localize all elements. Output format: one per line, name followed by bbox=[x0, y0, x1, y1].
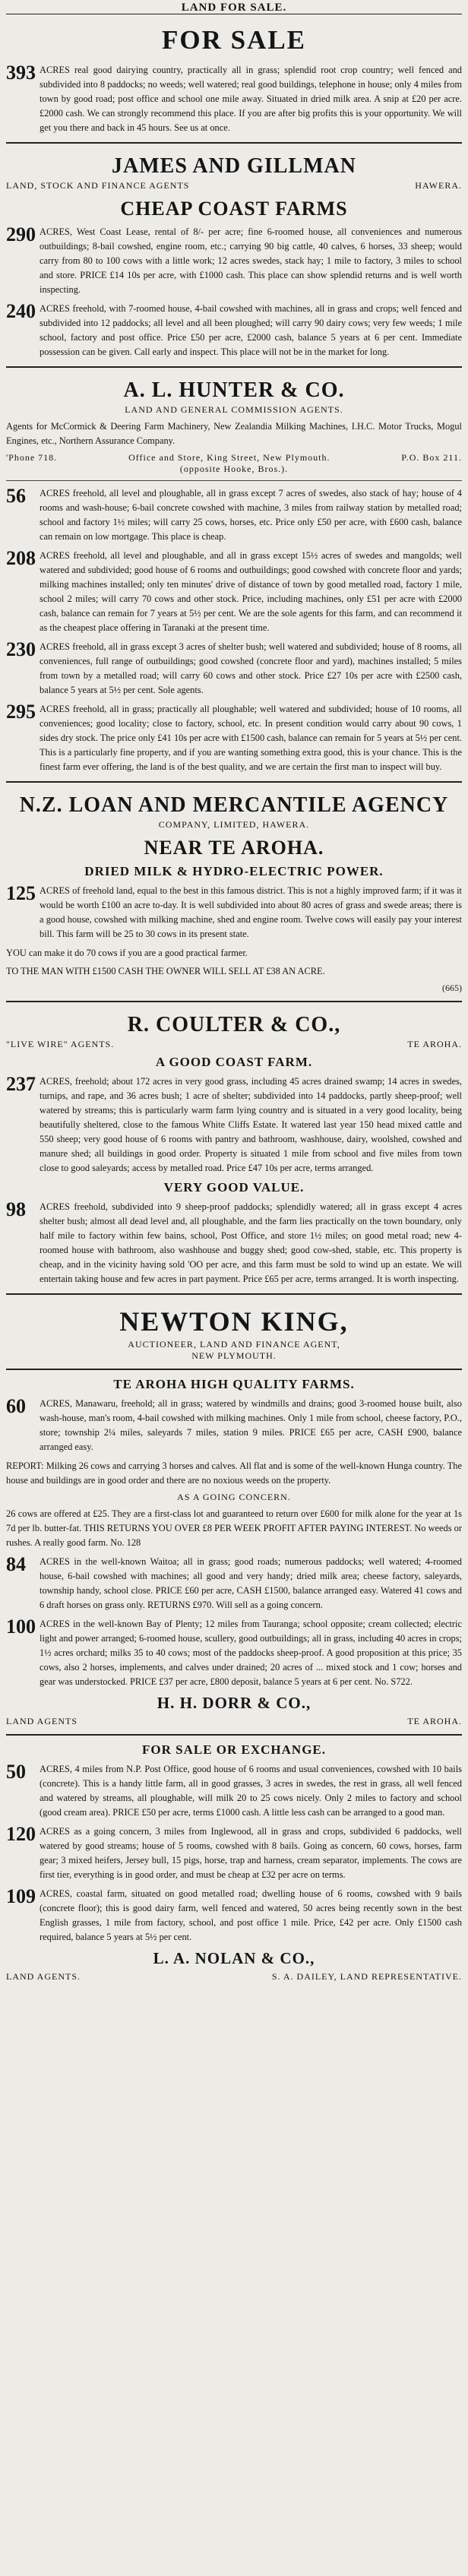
section-heading: A GOOD COAST FARM. bbox=[155, 1055, 313, 1069]
listing-acres: 125 bbox=[6, 882, 36, 904]
listing-acres: 208 bbox=[6, 547, 36, 569]
nz-loan-ad bbox=[6, 793, 462, 994]
listing-report: REPORT: Milking 26 cows and carrying 3 horses and calves. All flat and is some of the well-known Hunga country. The house and buildings are in good order and there are no noxious weeds on the property. bbox=[6, 1460, 462, 1486]
listing bbox=[6, 549, 462, 635]
listing bbox=[6, 63, 462, 135]
firm-location: NEW PLYMOUTH. bbox=[191, 1350, 277, 1361]
listing bbox=[6, 1887, 462, 1945]
listing-acres: 290 bbox=[6, 223, 36, 245]
firm-description: "LIVE WIRE" AGENTS. bbox=[6, 1039, 115, 1049]
office-address: Office and Store, King Street, New Plymouth. bbox=[128, 452, 330, 463]
divider bbox=[6, 1293, 462, 1295]
divider bbox=[6, 142, 462, 144]
listing-acres: 240 bbox=[6, 300, 36, 322]
listing bbox=[6, 225, 462, 297]
listing-text: ACRES freehold, all in grass; practically all ploughable; well watered and subdivided; house of 10 rooms, all conveniences; good locality; close to factory, school, etc. In present condition would carry about 90 cows, 1 sides dry stock. The price only £41 10s per acre with £1500 cash, balance can remain for 5 years at 5½ per cent. This is a particularly fine property, and if you are wanting something extra good, this is your chance. This is the finest farm ever offering, the land is of the best quality, and we are certain the first man to inspect will buy. bbox=[40, 704, 462, 772]
section-heading: VERY GOOD VALUE. bbox=[163, 1180, 305, 1195]
listing bbox=[6, 884, 462, 941]
firm-location: TE AROHA. bbox=[407, 1716, 462, 1726]
listing-text: ACRES, Manawaru, freehold; all in grass; watered by windmills and drains; good 3-roomed house built, also wash-house, man's room, 4-bail cowshed with milking machines. Only 1 mile from school, cheese factory, P.O., store; township 2¼ miles, saleyards 7 miles, station 9 miles. PRICE £65 per acre, CASH £900, balance arranged easy. bbox=[40, 1398, 462, 1452]
firm-location: HAWERA. bbox=[415, 180, 462, 191]
listing-acres: 60 bbox=[6, 1395, 26, 1417]
section-heading: NEAR TE AROHA. bbox=[144, 837, 324, 859]
listing-acres: 230 bbox=[6, 638, 36, 660]
firm-subtitle bbox=[6, 1971, 462, 1983]
james-gillman-ad bbox=[6, 154, 462, 359]
firm-subtitle bbox=[6, 1039, 462, 1050]
divider bbox=[6, 1734, 462, 1736]
listing-text: ACRES in the well-known Bay of Plenty; 12 miles from Tauranga; school opposite; cream collected; electric light and power arranged; 6-roomed house, scullery, good outbuildings; all in grass, including 40 acres in crops; 1½ acres orchard; milks 35 to 40 cows; most of the paddocks sheep-proof. A good proposition at this price; 35 cows, also 2 horses, implements, and calves under drained; 20 acres of ... mixed stock and 1 cow; horses and gear was understocked. PRICE £37 per acre, £800 deposit, balance 5 years at 6 per cent. No. S722. bbox=[40, 1619, 462, 1687]
for-sale-title: FOR SALE bbox=[161, 25, 307, 55]
listing bbox=[6, 1762, 462, 1820]
listing-acres: 295 bbox=[6, 701, 36, 723]
newton-king-ad bbox=[6, 1305, 462, 1362]
firm-description: COMPANY, LIMITED, HAWERA. bbox=[158, 819, 310, 830]
listing-acres: 98 bbox=[6, 1198, 26, 1220]
listing bbox=[6, 1200, 462, 1286]
section-subheading: AS A GOING CONCERN. bbox=[177, 1492, 291, 1502]
firm-name: NEWTON KING, bbox=[119, 1306, 349, 1337]
firm-name: L. A. NOLAN & CO., bbox=[153, 1949, 315, 1967]
phone-number: 'Phone 718. bbox=[6, 452, 58, 463]
firm-description: LAND AGENTS. bbox=[6, 1971, 81, 1982]
listing-offer: TO THE MAN WITH £1500 CASH THE OWNER WILL SELL AT £38 AN ACRE. bbox=[6, 966, 325, 976]
listing-acres: 393 bbox=[6, 62, 36, 84]
listing-text: ACRES of freehold land, equal to the best in this famous district. This is not a highly improved farm; if it was it would be worth £100 an acre to-day. It is well subdivided into about 80 acres of grass and swede areas; there is a good house, cowshed with milking machine, shed and engine room. Twelve cows will easily pay your interest bill. This farm will be 25 to 30 cows in its present state. bbox=[40, 885, 462, 939]
divider bbox=[6, 1369, 462, 1370]
listing-text: ACRES as a going concern, 3 miles from Inglewood, all in grass and crops, subdivided 6 paddocks, well watered by good streams; house of 5 rooms, cowshed with 8 bails. Going as concern, 60 cows, horses, farm gear; 3 mixed heifers, Jersey bull, 15 pigs, horse, trap and harness, cream separator, implements. The cows are first tier, everything is in good order, and must be cheap at £32 per acre on terms. bbox=[40, 1826, 462, 1880]
listing-acres: 50 bbox=[6, 1761, 26, 1783]
listing bbox=[6, 702, 462, 774]
listing-text: ACRES, 4 miles from N.P. Post Office, good house of 6 rooms and usual conveniences, cowshed with 10 bails (concrete). This is a handy little farm, all in good grasses, 3 acres in swedes, the rest in grass, all well fenced and watered by streams, all ploughable, will milk 20 to 25 cows nicely. Only 2 miles to factory and school (good cream area). PRICE £50 per acre, terms £1000 cash. A little less cash can be arranged to a good man. bbox=[40, 1764, 462, 1818]
listing bbox=[6, 1824, 462, 1882]
firm-name: A. L. HUNTER & CO. bbox=[123, 378, 345, 402]
listing-acres: 56 bbox=[6, 485, 26, 507]
listing-acres: 84 bbox=[6, 1553, 26, 1575]
listing-text: ACRES freehold, subdivided into 9 sheep-proof paddocks; splendidly watered; all in grass except 4 acres shelter bush; almost all dead level and, all ploughable, and the farm lies practically on the town boundary, only half mile to factory within few bains, school, Post Office, and store 1½ miles; on good metal road; new 4-roomed house with bathroom, also washhouse and buggy shed; good cow-shed, stable, etc. This property is cheap, and in the vicinity having sold 'OO per acre, and this farm must be sold to wind up an estate. We will entertain taking house and few acres in part payment. Price £65 per acre, terms arranged. It is worth inspecting. bbox=[40, 1201, 462, 1284]
listing-report: 26 cows are offered at £25. They are a first-class lot and guaranteed to return over £600 for milk alone for the year at 1s 7d per lb. butter-fat. THIS RETURNS YOU OVER £8 PER WEEK PROFIT AFTER PAYING INTEREST. No weeds or rushes. A really good farm. No. 128 bbox=[6, 1508, 462, 1548]
dorr-ad bbox=[6, 1377, 462, 1727]
firm-description: LAND AGENTS bbox=[6, 1716, 77, 1726]
listing-text: ACRES, freehold; about 172 acres in very good grass, including 45 acres drained swamp; 14 acres in swedes, turnips, and rape, and 36 acres bush; 1 acre of shelter; subdivided into 14 paddocks, partly sheep-proof; well watered by streams; this is particularly warm farm lying country and is situated in a very good locality, being beautifully sheltered, close to the famous White Cliffs Estate. It watered last year 150 head mixed cattle and 550 sheep; very good house of 6 rooms with pantry and bathroom, washhouse, dairy, woolshed, cowshed and manure shed; all buildings in good order. Property is situated 1 mile from school and five miles from town close to good saleyards; access by metalled road. Price £47 10s per acre, terms arranged. bbox=[40, 1076, 462, 1173]
firm-name: R. COULTER & CO., bbox=[127, 1013, 341, 1036]
listing-text: ACRES freehold, with 7-roomed house, 4-bail cowshed with machines, all in grass and crops; well fenced and subdivided into 12 paddocks; all level and all been ploughed; will carry 90 dairy cows; very few weeds; 1 mile school, factory and post office. Price £50 per acre, £2000 cash, balance 5 years at 6 per cent. Immediate possession can be given. Call early and inspect. This place will not be in the market for long. bbox=[40, 303, 462, 357]
firm-name: H. H. DORR & CO., bbox=[157, 1694, 311, 1712]
listing bbox=[6, 1555, 462, 1612]
divider bbox=[6, 366, 462, 368]
firm-description: LAND AND GENERAL COMMISSION AGENTS. bbox=[125, 404, 343, 415]
listing bbox=[6, 1074, 462, 1176]
section-heading: CHEAP COAST FARMS bbox=[120, 198, 348, 220]
section-subheading: DRIED MILK & HYDRO-ELECTRIC POWER. bbox=[84, 864, 384, 878]
po-box: P.O. Box 211. bbox=[401, 452, 462, 463]
firm-subtitle bbox=[6, 180, 462, 191]
listing-acres: 100 bbox=[6, 1616, 36, 1638]
section-heading: TE AROHA HIGH QUALITY FARMS. bbox=[113, 1377, 355, 1391]
agency-list: Agents for McCormick & Deering Farm Machinery, New Zealandia Milking Machines, I.H.C. Motor Trucks, Mogul Engines, etc., Northern Assurance Company. bbox=[6, 421, 462, 446]
reference-number: (665) bbox=[442, 983, 462, 993]
listing-text: ACRES freehold, all level and ploughable, all in grass except 7 acres of swedes, also stack of hay; house of 4 rooms and wash-house; 6-bail concrete cowshed with machine, 3 miles from railway station by metalled road; school and factory 1½ miles; will carry 25 cows, horses, etc. Price only £50 per acre, with £600 cash, balance can remain on low mortgage. This place is cheap. bbox=[40, 488, 462, 542]
listing bbox=[6, 302, 462, 359]
firm-description: LAND, STOCK AND FINANCE AGENTS bbox=[6, 180, 190, 191]
listing-acres: 120 bbox=[6, 1823, 36, 1845]
listing-text: ACRES freehold, all level and ploughable, and all in grass except 15½ acres of swedes and mangolds; well watered and subdivided; good house of 6 rooms and outbuildings; good cowshed with concrete floor and yards; milking machines installed; only ten minutes' drive of distance of town by good metalled road, factory 1 mile, school 2 miles; will carry 70 cows and other stock. Price, including machines, only £51 per acre with £2000 cash, balance can remain for 7 years at 5½ per cent. We are the sole agents for this farm, and can recommend it as the cheapest place offering in Taranaki at the present time. bbox=[40, 550, 462, 633]
listing bbox=[6, 1397, 462, 1454]
listing-text: ACRES, West Coast Lease, rental of 8/- per acre; fine 6-roomed house, all conveniences and numerous outbuildings; 8-bail cowshed, engine room, etc.; carrying 90 big cattle, 40 calves, 6 horses, 33 sheep; would carry from 80 to 100 cows with a little work; 12 acres swedes, stack hay; 1 mile to factory, 3 miles to school and store. PRICE £14 10s per acre, with £1000 cash. This place can show splendid returns and is well worth inspecting. bbox=[40, 226, 462, 295]
divider bbox=[6, 1001, 462, 1002]
listing-text: ACRES in the well-known Waitoa; all in grass; good roads; numerous paddocks; well watered; 4-roomed house, 6-bail cowshed with machines; all good and very handy; dried milk area; cheese factory, saleyards, township handy, school close. PRICE £60 per acre, CASH £1500, balance arranged easy. Watered 41 cows and 6 draft horses on grass only. RETURNS £970. Will sell as a going concern. bbox=[40, 1556, 462, 1610]
nolan-ad bbox=[6, 1742, 462, 1983]
listing-text: ACRES real good dairying country, practically all in grass; splendid root crop country; well fenced and subdivided into 8 paddocks; no weeds; well watered; real good buildings, telephone in house; only 4 miles from town by good road; post office and school one mile away. Situated in dried milk area. A snip at £20 per acre. £2000 cash. We can strongly recommend this place. If you are after big profits this is your opportunity. We will get you there and back in 45 hours. See us at once. bbox=[40, 65, 462, 133]
hunter-ad bbox=[6, 378, 462, 774]
for-sale-section bbox=[6, 25, 462, 135]
listing-text: ACRES, coastal farm, situated on good metalled road; dwelling house of 6 rooms, cowshed with 9 bails (concrete floor); this is good dairy farm, well fenced and watered, 50 acres being recently sown in the best English grasses, 1 mile from factory, school, and post office 1 mile. Price, £42 per acre. Only £1500 cash required, balance 5 years at 5½ per cent. bbox=[40, 1888, 462, 1942]
listing-acres: 109 bbox=[6, 1885, 36, 1907]
firm-name: JAMES AND GILLMAN bbox=[112, 154, 356, 178]
listing bbox=[6, 486, 462, 544]
firm-description: AUCTIONEER, LAND AND FINANCE AGENT, bbox=[128, 1339, 340, 1350]
firm-representative: S. A. DAILEY, LAND REPRESENTATIVE. bbox=[271, 1971, 462, 1982]
firm-subtitle bbox=[6, 1716, 462, 1727]
divider bbox=[6, 781, 462, 783]
newspaper-page bbox=[6, 0, 462, 1983]
landmark-note: (opposite Hooke, Bros.). bbox=[179, 464, 289, 474]
contact-line bbox=[6, 452, 462, 464]
listing bbox=[6, 1617, 462, 1689]
firm-name: N.Z. LOAN AND MERCANTILE AGENCY bbox=[19, 793, 449, 817]
coulter-ad bbox=[6, 1013, 462, 1286]
page-header: LAND FOR SALE. bbox=[6, 2, 462, 14]
firm-location: TE AROHA. bbox=[407, 1039, 462, 1049]
section-heading: FOR SALE OR EXCHANGE. bbox=[141, 1742, 327, 1757]
listing-text: ACRES freehold, all in grass except 3 acres of shelter bush; well watered and subdivided; house of 8 rooms, all conveniences, full range of outbuildings; good cowshed (concrete floor and yard), machines installed; 5 miles from town by a metalled road; will carry 60 cows and other stock. Price £27 10s per acre with £2500 cash, balance 5 years at 5½ per cent. Sole agents. bbox=[40, 641, 462, 695]
listing bbox=[6, 640, 462, 698]
listing-note: YOU can make it do 70 cows if you are a good practical farmer. bbox=[6, 948, 248, 958]
listing-acres: 237 bbox=[6, 1073, 36, 1095]
divider bbox=[6, 480, 462, 481]
